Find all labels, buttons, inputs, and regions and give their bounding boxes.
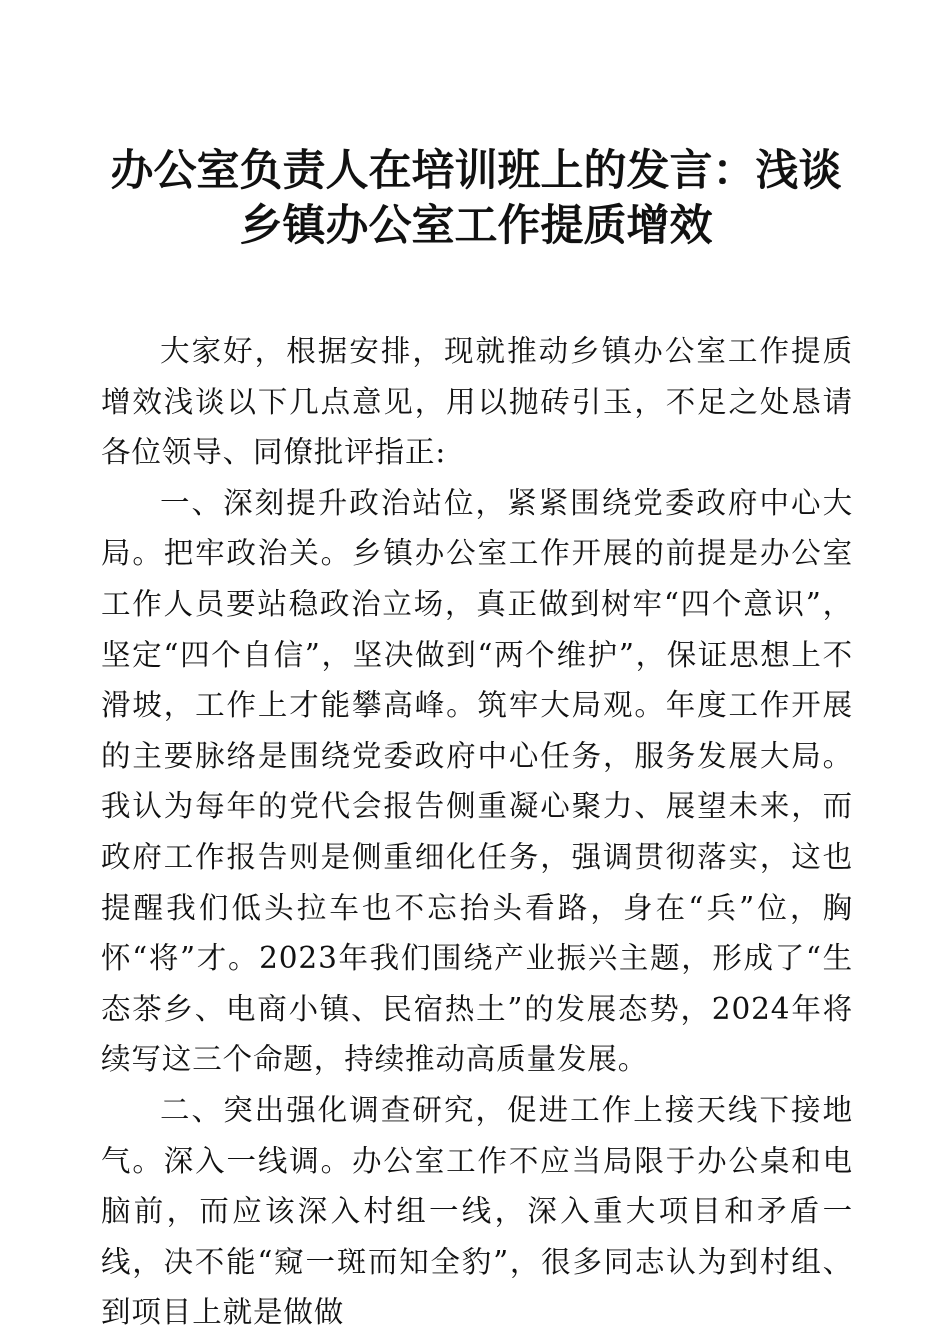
document-title: 办公室负责人在培训班上的发言：浅谈乡镇办公室工作提质增效 [110, 146, 842, 251]
document-body [101, 326, 853, 1338]
paragraph-section-one: 一、深刻提升政治站位，紧紧围绕党委政府中心大局。把牢政治关。乡镇办公室工作开展的前提是办公室工作人员要站稳政治立场，真正做到树牢“四个意识”，坚定“四个自信”，坚决做到“两个维护”，保证思想上不滑坡，工作上才能攀高峰。筑牢大局观。年度工作开展的主要脉络是围绕党委政府中心任务，服务发展大局。我认为每年的党代会报告侧重凝心聚力、展望未来，而政府工作报告则是侧重细化任务，强调贯彻落实，这也提醒我们低头拉车也不忘抬头看路，身在“兵”位，胸怀“将”才。2023年我们围绕产业振兴主题，形成了“生态茶乡、电商小镇、民宿热土”的发展态势，2024年将续写这三个命题，持续推动高质量发展。 [101, 485, 853, 1077]
paragraph-intro: 大家好，根据安排，现就推动乡镇办公室工作提质增效浅谈以下几点意见，用以抛砖引玉，不足之处恳请各位领导、同僚批评指正: [101, 334, 853, 470]
paragraph-section-two: 二、突出强化调查研究，促进工作上接天线下接地气。深入一线调。办公室工作不应当局限于办公桌和电脑前，而应该深入村组一线，深入重大项目和矛盾一线，决不能“窥一斑而知全豹”，很多同志认为到村组、到项目上就是做做 [101, 1092, 853, 1330]
